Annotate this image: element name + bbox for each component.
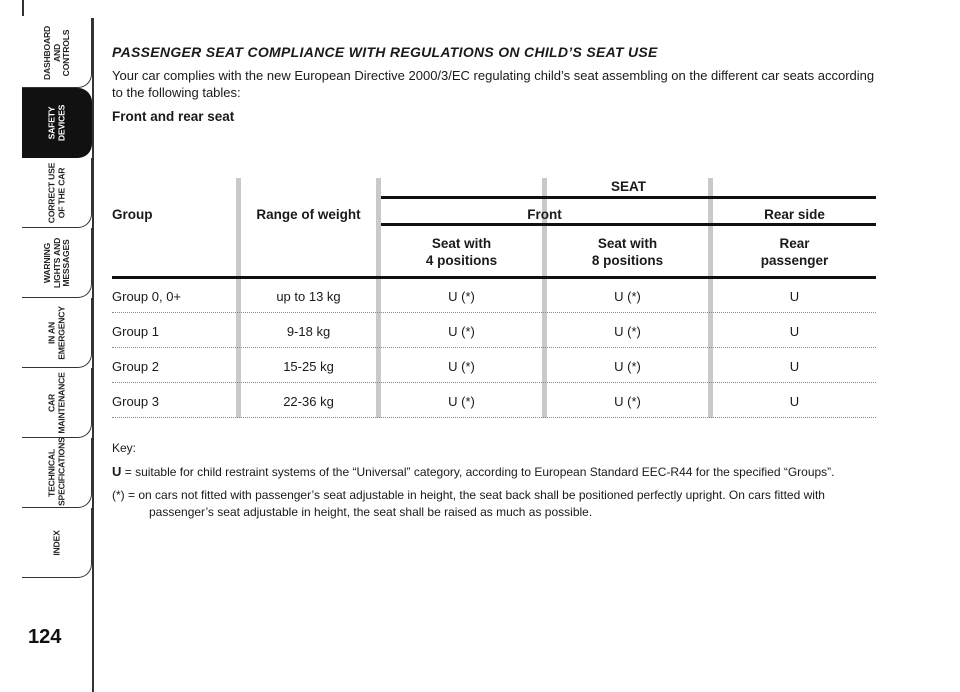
key-u-text: = suitable for child restraint systems of the “Universal” category, according to European Standard EEC-R44 for the specified “Groups”. (121, 465, 835, 479)
row-weight-cell: 9-18 kg (286, 324, 331, 339)
row-seat8-cell: U (*) (614, 324, 641, 339)
row-group-cell: Group 0, 0+ (112, 289, 182, 304)
tab-technical-specifications[interactable] (22, 438, 92, 508)
tab-label: IN AN EMERGENCY (46, 305, 66, 360)
rear-passenger-header: Rear passenger (760, 236, 829, 268)
row-rear-cell: U (789, 289, 800, 304)
tab-label: WARNING LIGHTS AND MESSAGES (41, 237, 71, 288)
tab-label: SAFETY DEVICES (46, 104, 66, 141)
row-divider (112, 347, 876, 348)
row-divider (112, 382, 876, 383)
row-group-cell: Group 1 (112, 324, 159, 339)
row-divider (112, 312, 876, 313)
row-seat8-cell: U (*) (614, 359, 641, 374)
tab-index[interactable] (22, 508, 92, 578)
table-key (112, 440, 876, 527)
tab-label: CORRECT USE OF THE CAR (46, 162, 66, 223)
tab-warning-lights-and-messages[interactable] (22, 228, 92, 298)
header-rule (381, 196, 876, 199)
sidebar-divider (92, 18, 94, 692)
tab-safety-devices[interactable] (22, 88, 92, 158)
seat-header: SEAT (610, 179, 646, 194)
row-seat4-cell: U (*) (448, 324, 475, 339)
sidebar-top-line (22, 0, 24, 16)
section-subheading: Front and rear seat (112, 109, 235, 124)
row-rear-cell: U (789, 359, 800, 374)
tab-label: DASHBOARD AND CONTROLS (41, 25, 71, 80)
row-weight-cell: 22-36 kg (283, 394, 334, 409)
key-asterisk-note: (*) = on cars not fitted with passenger’s seat adjustable in height, the seat back shall be positioned perfectly upright. On cars fitted with passenger’s seat adjustable in height, the seat shall be raised as much as possible. (112, 488, 825, 519)
tab-label: CAR MAINTENANCE (46, 371, 66, 434)
row-seat4-cell: U (*) (448, 289, 475, 304)
page-number: 124 (28, 626, 62, 648)
row-group-cell: Group 2 (112, 359, 159, 374)
header-rule (381, 223, 876, 226)
chapter-sidebar (22, 18, 92, 578)
seat-4-positions-header: Seat with 4 positions (425, 236, 498, 268)
row-weight-cell: 15-25 kg (283, 359, 334, 374)
tab-correct-use-of-the-car[interactable] (22, 158, 92, 228)
weight-header: Range of weight (256, 207, 361, 222)
group-header: Group (112, 207, 153, 222)
key-universal (112, 463, 876, 481)
front-header: Front (527, 207, 562, 222)
tab-label: TECHNICAL SPECIFICATIONS (46, 436, 66, 506)
row-divider (112, 417, 876, 418)
page-content (112, 44, 876, 124)
key-u-symbol: U (112, 464, 122, 479)
rear-side-header: Rear side (764, 207, 825, 222)
tab-car-maintenance[interactable] (22, 368, 92, 438)
tab-label: INDEX (50, 529, 61, 556)
row-weight-cell: up to 13 kg (276, 289, 341, 304)
row-seat4-cell: U (*) (448, 359, 475, 374)
row-rear-cell: U (789, 394, 800, 409)
row-rear-cell: U (789, 324, 800, 339)
page-title: PASSENGER SEAT COMPLIANCE WITH REGULATIONS ON CHILD’S SEAT USE (112, 44, 658, 60)
tab-dashboard-and-controls[interactable] (22, 18, 92, 88)
tab-in-an-emergency[interactable] (22, 298, 92, 368)
header-rule (112, 276, 876, 279)
key-title: Key: (112, 441, 137, 455)
intro-paragraph: Your car complies with the new European Directive 2000/3/EC regulating child’s seat assembling on the different car seats according to the following tables: (112, 68, 875, 100)
row-group-cell: Group 3 (112, 394, 159, 409)
row-seat8-cell: U (*) (614, 289, 641, 304)
row-seat4-cell: U (*) (448, 394, 475, 409)
seat-8-positions-header: Seat with 8 positions (591, 236, 664, 268)
row-seat8-cell: U (*) (614, 394, 641, 409)
child-seat-table (112, 178, 876, 418)
